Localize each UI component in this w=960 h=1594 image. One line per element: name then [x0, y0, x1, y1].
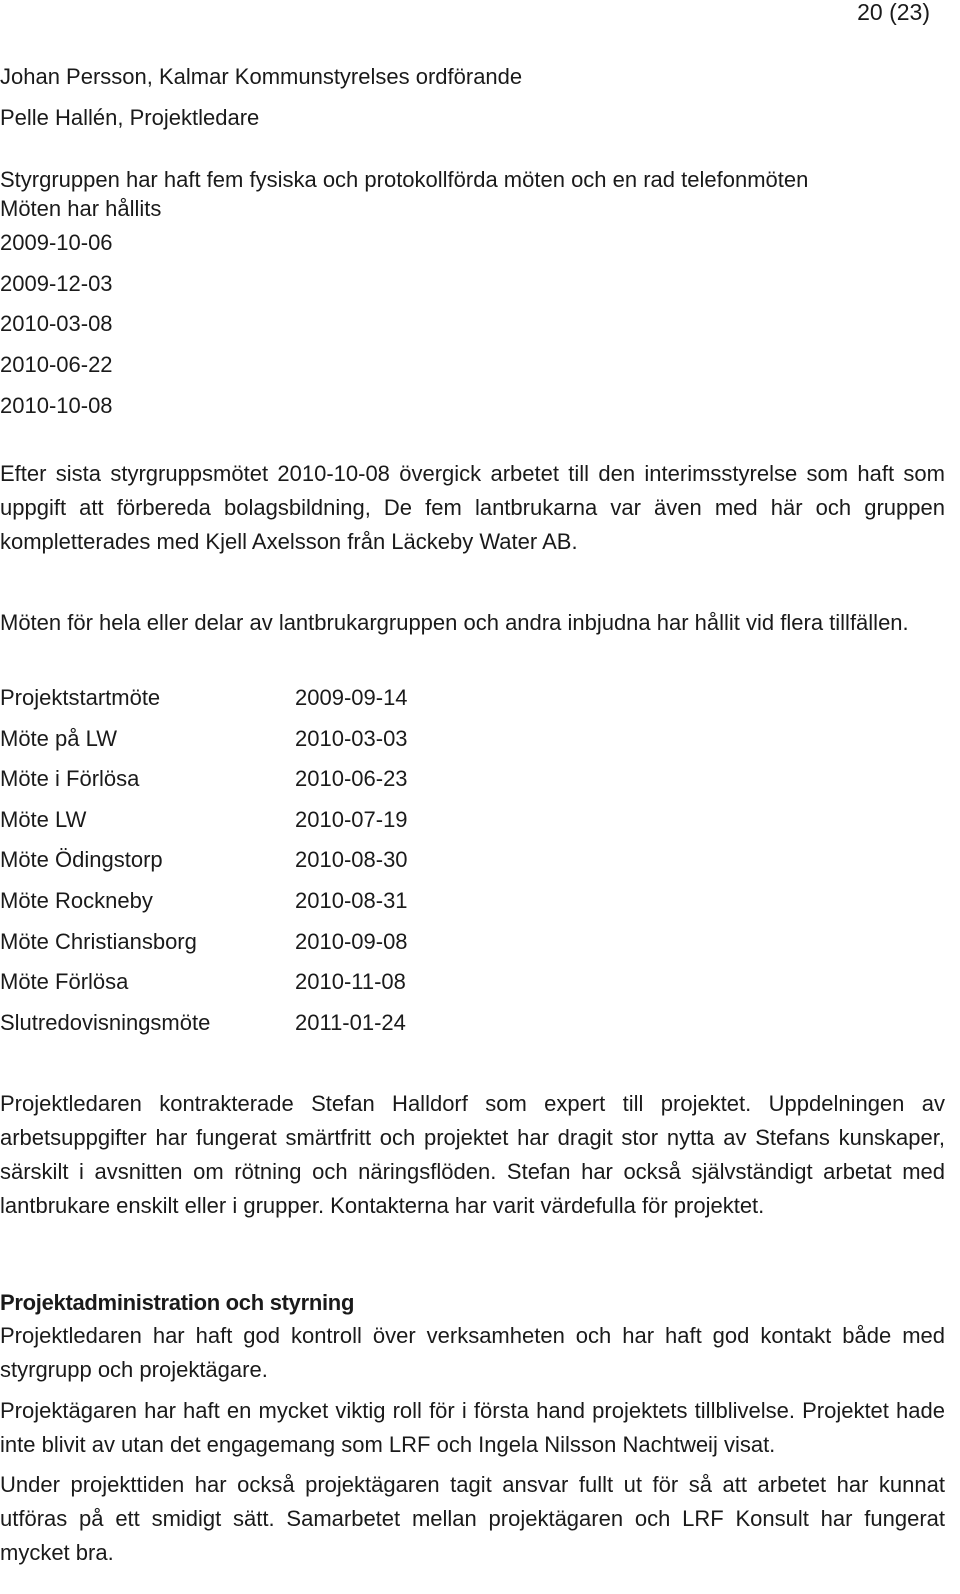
meeting-name: Projektstartmöte: [0, 685, 161, 710]
meeting-date: 2009-09-14: [295, 685, 408, 710]
steering-date: 2010-10-08: [0, 393, 113, 418]
meeting-name: Slutredovisningsmöte: [0, 1010, 211, 1035]
after-last-meeting-paragraph: Efter sista styrgruppsmötet 2010-10-08 övergick arbetet till den interimsstyrelse som haft som uppgift att förbereda bolagsbildning, De fem lantbrukarna var även med här och gruppen kompletterades med Kjell Axelsson från Läckeby Water AB.: [0, 461, 945, 554]
meeting-name: Möte LW: [0, 807, 87, 832]
meeting-date: 2010-03-03: [295, 726, 408, 751]
meeting-date: 2011-01-24: [295, 1010, 406, 1035]
meeting-name: Möte Ödingstorp: [0, 847, 163, 872]
admin-paragraph: Under projekttiden har också projektägaren tagit ansvar fullt ut för så att arbetet har kunnat utföras på ett smidigt sätt. Samarbetet mellan projektägaren och LRF Konsult har fungerat mycket bra.: [0, 1472, 945, 1565]
steering-intro: Styrgruppen har haft fem fysiska och protokollförda möten och en rad telefonmöten: [0, 167, 809, 192]
admin-paragraph: Projektledaren har haft god kontroll över verksamheten och har haft god kontakt både med styrgrupp och projektägare.: [0, 1323, 945, 1382]
meetings-held-label: Möten har hållits: [0, 196, 162, 221]
page-number: 20 (23): [857, 0, 930, 25]
expert-paragraph: Projektledaren kontrakterade Stefan Halldorf som expert till projektet. Uppdelningen av arbetsuppgifter har fungerat smärtfritt och projektet har dragit stor nytta av Stefans kunskaper, särskilt i avsnitten om rötning och näringsflöden. Stefan har också självständigt arbetat med lantbrukare enskilt eller i grupper. Kontakterna har varit värdefulla för projektet.: [0, 1091, 945, 1218]
steering-date: 2009-10-06: [0, 230, 113, 255]
meeting-name: Möte Rockneby: [0, 888, 153, 913]
member-project-leader: Pelle Hallén, Projektledare: [0, 105, 260, 130]
meeting-name: Möte Christiansborg: [0, 929, 197, 954]
meeting-date: 2010-08-30: [295, 847, 408, 872]
meeting-date: 2010-11-08: [295, 969, 406, 994]
meeting-date: 2010-08-31: [295, 888, 408, 913]
meeting-name: Möte i Förlösa: [0, 766, 140, 791]
meeting-date: 2010-09-08: [295, 929, 408, 954]
meeting-date: 2010-06-23: [295, 766, 408, 791]
steering-date: 2010-06-22: [0, 352, 113, 377]
admin-paragraph: Projektägaren har haft en mycket viktig roll för i första hand projektets tillblivelse. Projektet hade inte blivit av utan det engagemang som LRF och Ingela Nilsson Nachtweij visat.: [0, 1398, 945, 1457]
meeting-name: Möte på LW: [0, 726, 117, 751]
member-chair: Johan Persson, Kalmar Kommunstyrelses ordförande: [0, 64, 523, 89]
farmer-meetings-intro: Möten för hela eller delar av lantbrukargruppen och andra inbjudna har hållit vid flera tillfällen.: [0, 610, 909, 635]
steering-date: 2009-12-03: [0, 271, 113, 296]
meeting-date: 2010-07-19: [295, 807, 408, 832]
section-heading-project-administration: Projektadministration och styrning: [0, 1290, 355, 1315]
meeting-name: Möte Förlösa: [0, 969, 129, 994]
steering-date: 2010-03-08: [0, 311, 113, 336]
